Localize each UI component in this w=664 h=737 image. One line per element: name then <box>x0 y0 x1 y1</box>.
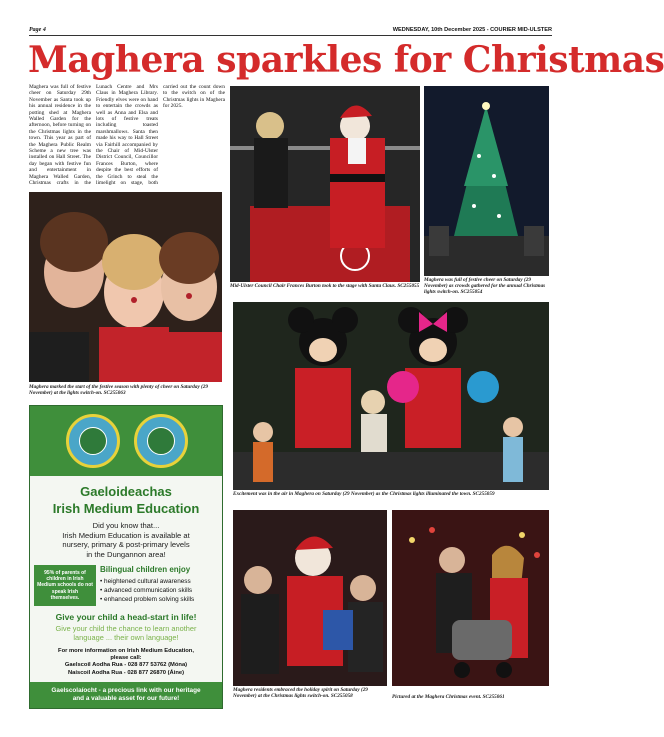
photo-santa-family <box>233 510 387 686</box>
advert-intro-line: nursery, primary & post-primary levels <box>62 540 190 549</box>
footer-line: Gaelscolaíocht - a precious link with our heritage <box>51 687 201 694</box>
photo-girls-face-paint <box>29 192 222 382</box>
advert-chance-line: language ... their own language! <box>73 633 179 643</box>
advert-chance-line: Give your child the chance to learn another <box>55 624 197 634</box>
header-rule <box>29 35 552 36</box>
naiscoil-logo <box>134 414 188 468</box>
page-number: Page 4 <box>29 27 46 33</box>
advert-intro-line: Did you know that... <box>92 521 160 530</box>
article-text: Maghera was full of festive cheer on Saturday 29th November as Santa took up his annual residence in the potting shed at Maghera Walled Garden for the afternoon, before turning on the Christmas lights in the town. This year as part of the Maghera Public Realm Scheme a new tree was installed on Hall Street. The day began with festive fun and entertainment in Maghera Walled Garden, Christmas crafts in the Lunach Centre and Mrs Claus in Maghera Library. Friendly elves were on hand to entertain the crowds as well as Anna and Elsa and lots of festive treats including toasted marshmallows. Santa then made his way to Hall Street via Fairhill accompanied by the Chair of Mid-Ulster District Council, Councillor Frances Burton, where despite the best efforts of the Grinch to steal the limelight on stage, both carried out the count down to the switch on of the Christmas lights in Maghera for 2025. <box>29 84 225 187</box>
advert-title-irish: Gaeloideachas <box>80 484 172 499</box>
footer-line: and a valuable asset for our future! <box>72 695 180 702</box>
advert-intro-line: in the Dungannon area! <box>86 549 166 559</box>
benefit-item: • enhanced problem solving skills <box>100 596 195 603</box>
photo-family-pram <box>392 510 549 686</box>
advert-contact-info <box>30 648 222 677</box>
contact-gaelscoil-phone: Gaelscoil Aodha Rua - 028 877 53762 (Móna) <box>64 662 188 669</box>
advert-intro-line: Irish Medium Education is available at <box>62 530 190 540</box>
dateline: WEDNESDAY, 10th December 2025 - COURIER MID-ULSTER <box>392 27 552 33</box>
article-body <box>29 84 225 190</box>
advert-headstart: Give your child a head-start in life! <box>55 612 197 623</box>
advert-banner <box>30 406 222 476</box>
caption-christmas-tree: Maghera was full of festive cheer on Saturday (29 November) as crowds gathered for the annual Christmas lights switch-on. SC255054 <box>424 277 546 296</box>
caption-pram: Pictured at the Maghera Christmas event. SC255061 <box>392 694 505 700</box>
advert-benefits <box>100 565 218 606</box>
caption-girls: Maghera marked the start of the festive season with plenty of cheer on Saturday (29 November) at the lights switch-on. SC255063 <box>29 384 208 397</box>
caption-mascots: Excitement was in the air in Maghera on Saturday (29 November) as the Christmas lights illuminated the town. SC255059 <box>233 491 495 497</box>
caption-santa-stage: Mid-Ulster Council Chair Frances Burton took to the stage with Santa Claus. SC255055 <box>230 283 420 289</box>
advert-irish-medium-education <box>29 405 223 709</box>
advert-facts <box>30 565 222 606</box>
gaelscoil-logo <box>66 414 120 468</box>
benefit-item: • advanced communication skills <box>100 587 193 594</box>
contact-naiscoil-phone: Naíscoil Aodha Rua - 028 877 26870 (Áine) <box>67 669 185 676</box>
contact-line: For more information on Irish Medium Education, <box>58 648 194 655</box>
photo-santa-stage <box>230 86 420 282</box>
advert-title-english: Irish Medium Education <box>52 501 200 516</box>
advert-chance <box>30 624 222 642</box>
headline: Maghera sparkles for Christmas <box>28 39 664 81</box>
advert-intro <box>30 521 222 559</box>
caption-santa-family: Maghera residents embraced the holiday spirit on Saturday (29 November) at the Christmas lights switch-on. SC255058 <box>233 687 368 700</box>
contact-line: please call: <box>110 655 142 662</box>
advert-footer <box>30 682 222 708</box>
advert-stat-box: 95% of parents of children in Irish Medium schools do not speak Irish themselves. <box>34 565 96 606</box>
photo-mickey-minnie <box>233 302 549 490</box>
benefit-item: • heightened cultural awareness <box>100 578 191 585</box>
photo-christmas-tree <box>424 86 549 276</box>
benefits-heading: Bilingual children enjoy <box>100 565 191 574</box>
